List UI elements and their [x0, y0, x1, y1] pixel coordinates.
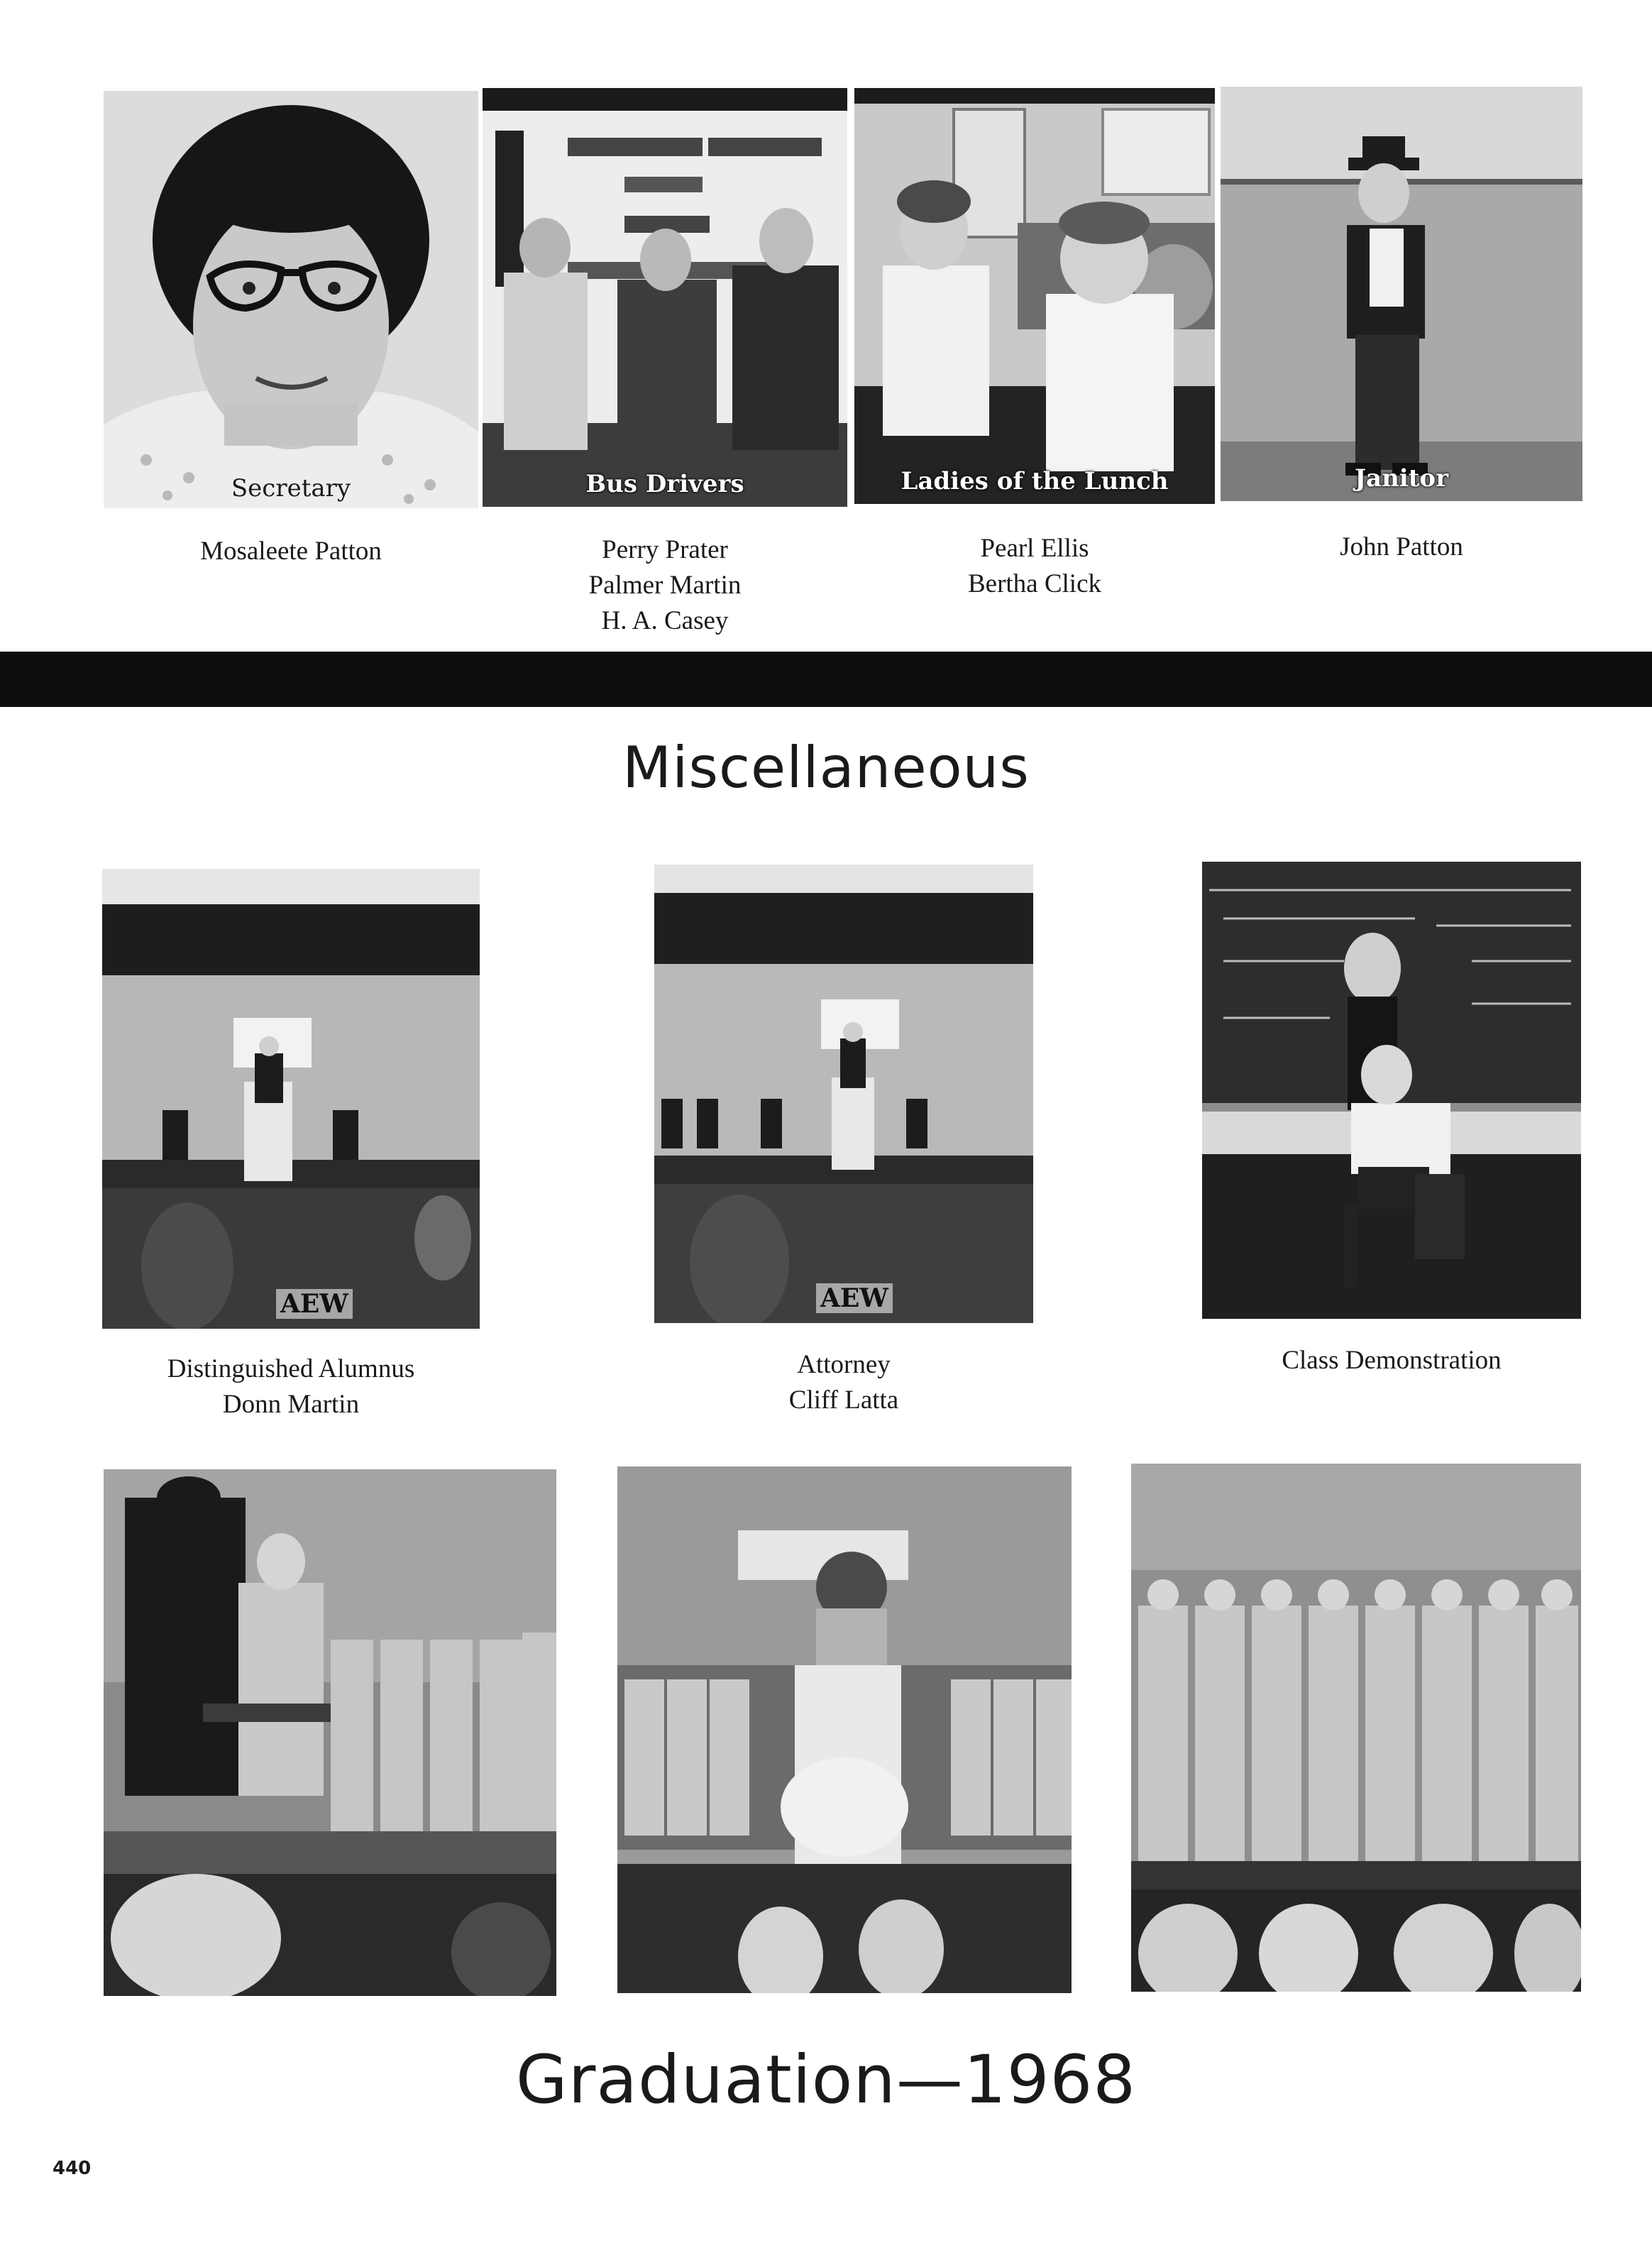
class-demonstration-caption [1202, 1343, 1581, 1378]
attorney-stamp: AEW [816, 1283, 893, 1313]
attorney-stage-image [654, 865, 1033, 1323]
lunch-lady-name-1: Pearl Ellis [980, 534, 1089, 563]
janitor-name: John Patton [1340, 532, 1463, 561]
bus-drivers-image [483, 88, 847, 507]
lunch-ladies-image [854, 88, 1215, 504]
janitor-caption [1221, 530, 1582, 565]
bus-driver-name-1: Perry Prater [602, 535, 728, 564]
graduation-image-3 [1131, 1464, 1581, 1992]
janitor-image [1221, 87, 1582, 501]
graduation-photo-3 [1131, 1464, 1581, 1992]
section-divider-bar [0, 652, 1652, 707]
bus-driver-name-2: Palmer Martin [588, 571, 742, 600]
bus-drivers-caption [483, 532, 847, 639]
bus-drivers-photo [483, 88, 847, 507]
attorney-photo [654, 865, 1033, 1323]
lunch-lady-name-2: Bertha Click [967, 569, 1102, 598]
alumnus-stamp: AEW [276, 1289, 353, 1319]
graduation-photo-2 [617, 1466, 1072, 1993]
bus-drivers-label: Bus Drivers [585, 470, 744, 498]
secretary-caption [104, 534, 478, 569]
graduation-image-1 [104, 1469, 556, 1996]
class-demonstration-image [1202, 862, 1581, 1319]
attorney-caption [654, 1347, 1033, 1418]
class-demonstration-photo [1202, 862, 1581, 1319]
lunch-ladies-caption [854, 531, 1215, 602]
page-number: 440 [53, 2158, 92, 2179]
class-demonstration-caption-line-1: Class Demonstration [1282, 1346, 1502, 1375]
bus-driver-name-3: H. A. Casey [601, 606, 729, 635]
janitor-photo [1221, 87, 1582, 501]
secretary-photo [104, 91, 478, 508]
alumnus-caption [102, 1351, 480, 1422]
secretary-label: Secretary [231, 474, 351, 503]
graduation-heading: Graduation—1968 [515, 2041, 1137, 2119]
janitor-label: Janitor [1354, 464, 1449, 493]
lunch-ladies-label: Ladies of the Lunch [901, 467, 1169, 495]
secretary-name: Mosaleete Patton [200, 537, 382, 566]
attorney-caption-line-1: Attorney [797, 1350, 891, 1379]
alumnus-caption-line-1: Distinguished Alumnus [167, 1354, 415, 1383]
secretary-portrait-image [104, 91, 478, 508]
lunch-ladies-photo [854, 88, 1215, 504]
attorney-caption-line-2: Cliff Latta [788, 1386, 899, 1415]
alumnus-photo [102, 869, 480, 1329]
graduation-image-2 [617, 1466, 1072, 1993]
alumnus-caption-line-2: Donn Martin [222, 1390, 360, 1419]
alumnus-stage-image [102, 869, 480, 1329]
graduation-photo-1 [104, 1469, 556, 1996]
miscellaneous-heading: Miscellaneous [622, 735, 1030, 801]
